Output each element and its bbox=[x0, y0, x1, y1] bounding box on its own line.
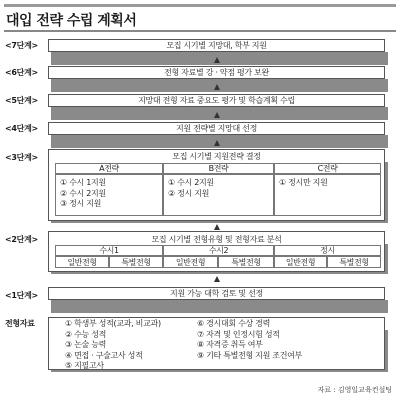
list-item: ⑥ 경시대회 수상 경력 bbox=[197, 319, 271, 328]
arrow-up-icon bbox=[214, 84, 220, 90]
list-item: ⑤ 지필고사 bbox=[65, 361, 104, 370]
stage-1-text: 지원 가능 대학 검토 및 선정 bbox=[170, 289, 263, 298]
list-item: ③ 논술 능력 bbox=[65, 340, 107, 349]
stage-7-label: <7단계> bbox=[5, 41, 38, 50]
stage-6-text: 전형 자료별 강 · 약점 평가 보완 bbox=[164, 68, 269, 77]
admission-type-cell: 특별전형 bbox=[218, 256, 274, 268]
arrow-up-icon bbox=[214, 140, 220, 146]
strategy-a-header: A전략 bbox=[55, 163, 163, 174]
list-item: ① 수시 1지원 bbox=[60, 178, 106, 187]
list-item: ④ 면접 · 구술고사 성적 bbox=[65, 350, 143, 360]
list-item: ① 수시 2지원 bbox=[168, 178, 214, 187]
stage-1-label: <1단계> bbox=[5, 291, 38, 300]
stage-5-label: <5단계> bbox=[5, 96, 38, 105]
top-decorative-bar bbox=[4, 4, 396, 7]
list-item: ① 학생부 성적(교과, 비교과) bbox=[65, 319, 161, 328]
list-item: ⑦ 자격 및 인정시험 성적 bbox=[197, 329, 280, 339]
strategy-b-body bbox=[163, 174, 274, 216]
materials-label: 전형자료 bbox=[5, 319, 35, 328]
stage-4-label: <4단계> bbox=[5, 124, 38, 133]
admission-type-cell: 일반전형 bbox=[163, 256, 218, 268]
arrow-up-icon bbox=[214, 224, 220, 230]
admission-type-cell: 특별전형 bbox=[327, 256, 381, 268]
stage-4-box bbox=[48, 122, 385, 135]
list-item: ⑨ 기타 특별전형 지원 조건여부 bbox=[197, 350, 302, 360]
list-item: ② 정시 지원 bbox=[168, 188, 210, 198]
stage-6-box bbox=[48, 66, 385, 79]
admission-group-header: 수시2 bbox=[163, 245, 274, 256]
arrow-up-icon bbox=[214, 57, 220, 63]
stage-4-text: 지원 전략별 지망대 선정 bbox=[175, 124, 257, 133]
strategy-b-header: B전략 bbox=[163, 163, 274, 174]
stage-2-text: 모집 시기별 전형유형 및 전형자료 분석 bbox=[151, 234, 282, 244]
stage-1-shadow bbox=[51, 300, 388, 313]
stage-7-box bbox=[48, 39, 385, 52]
admission-group-header: 정시 bbox=[274, 245, 381, 256]
materials-box bbox=[48, 317, 385, 370]
stage-6-label: <6단계> bbox=[5, 68, 38, 77]
strategy-c-header: C전략 bbox=[274, 163, 381, 174]
list-item: ② 수시 2지원 bbox=[60, 188, 106, 198]
strategy-c-body bbox=[274, 174, 381, 216]
list-item: ① 정시만 지원 bbox=[279, 178, 328, 187]
admission-type-cell: 일반전형 bbox=[274, 256, 327, 268]
admission-type-cell: 특별전형 bbox=[109, 256, 163, 268]
list-item: ⑧ 자격증 취득 여부 bbox=[197, 340, 263, 349]
stage-3-text: 모집 시기별 지원전략 결정 bbox=[172, 152, 261, 161]
arrow-up-icon bbox=[214, 112, 220, 118]
arrow-up-icon bbox=[214, 276, 220, 282]
materials-right-list bbox=[197, 319, 302, 361]
stage-1-box bbox=[48, 287, 385, 300]
list-item: ② 수능 성적 bbox=[65, 329, 107, 339]
admission-group-header: 수시1 bbox=[55, 245, 163, 256]
stage-7-text: 모집 시기별 지망대, 학부 지원 bbox=[166, 41, 267, 50]
source-credit: 자료 : 김영일교육컨설팅 bbox=[317, 386, 392, 394]
page-title: 대입 전략 수립 계획서 bbox=[6, 13, 137, 29]
stage-2-label: <2단계> bbox=[5, 235, 38, 244]
strategy-a-body bbox=[55, 174, 163, 216]
stage-5-box bbox=[48, 94, 385, 107]
stage-3-label: <3단계> bbox=[5, 153, 38, 162]
list-item: ③ 정시 지원 bbox=[60, 199, 102, 208]
stage-5-text: 지망대 전형 자료 중요도 평가 및 학습계획 수립 bbox=[138, 96, 295, 105]
title-divider bbox=[4, 30, 396, 32]
admission-type-cell: 일반전형 bbox=[55, 256, 109, 268]
materials-left-list bbox=[65, 319, 161, 372]
